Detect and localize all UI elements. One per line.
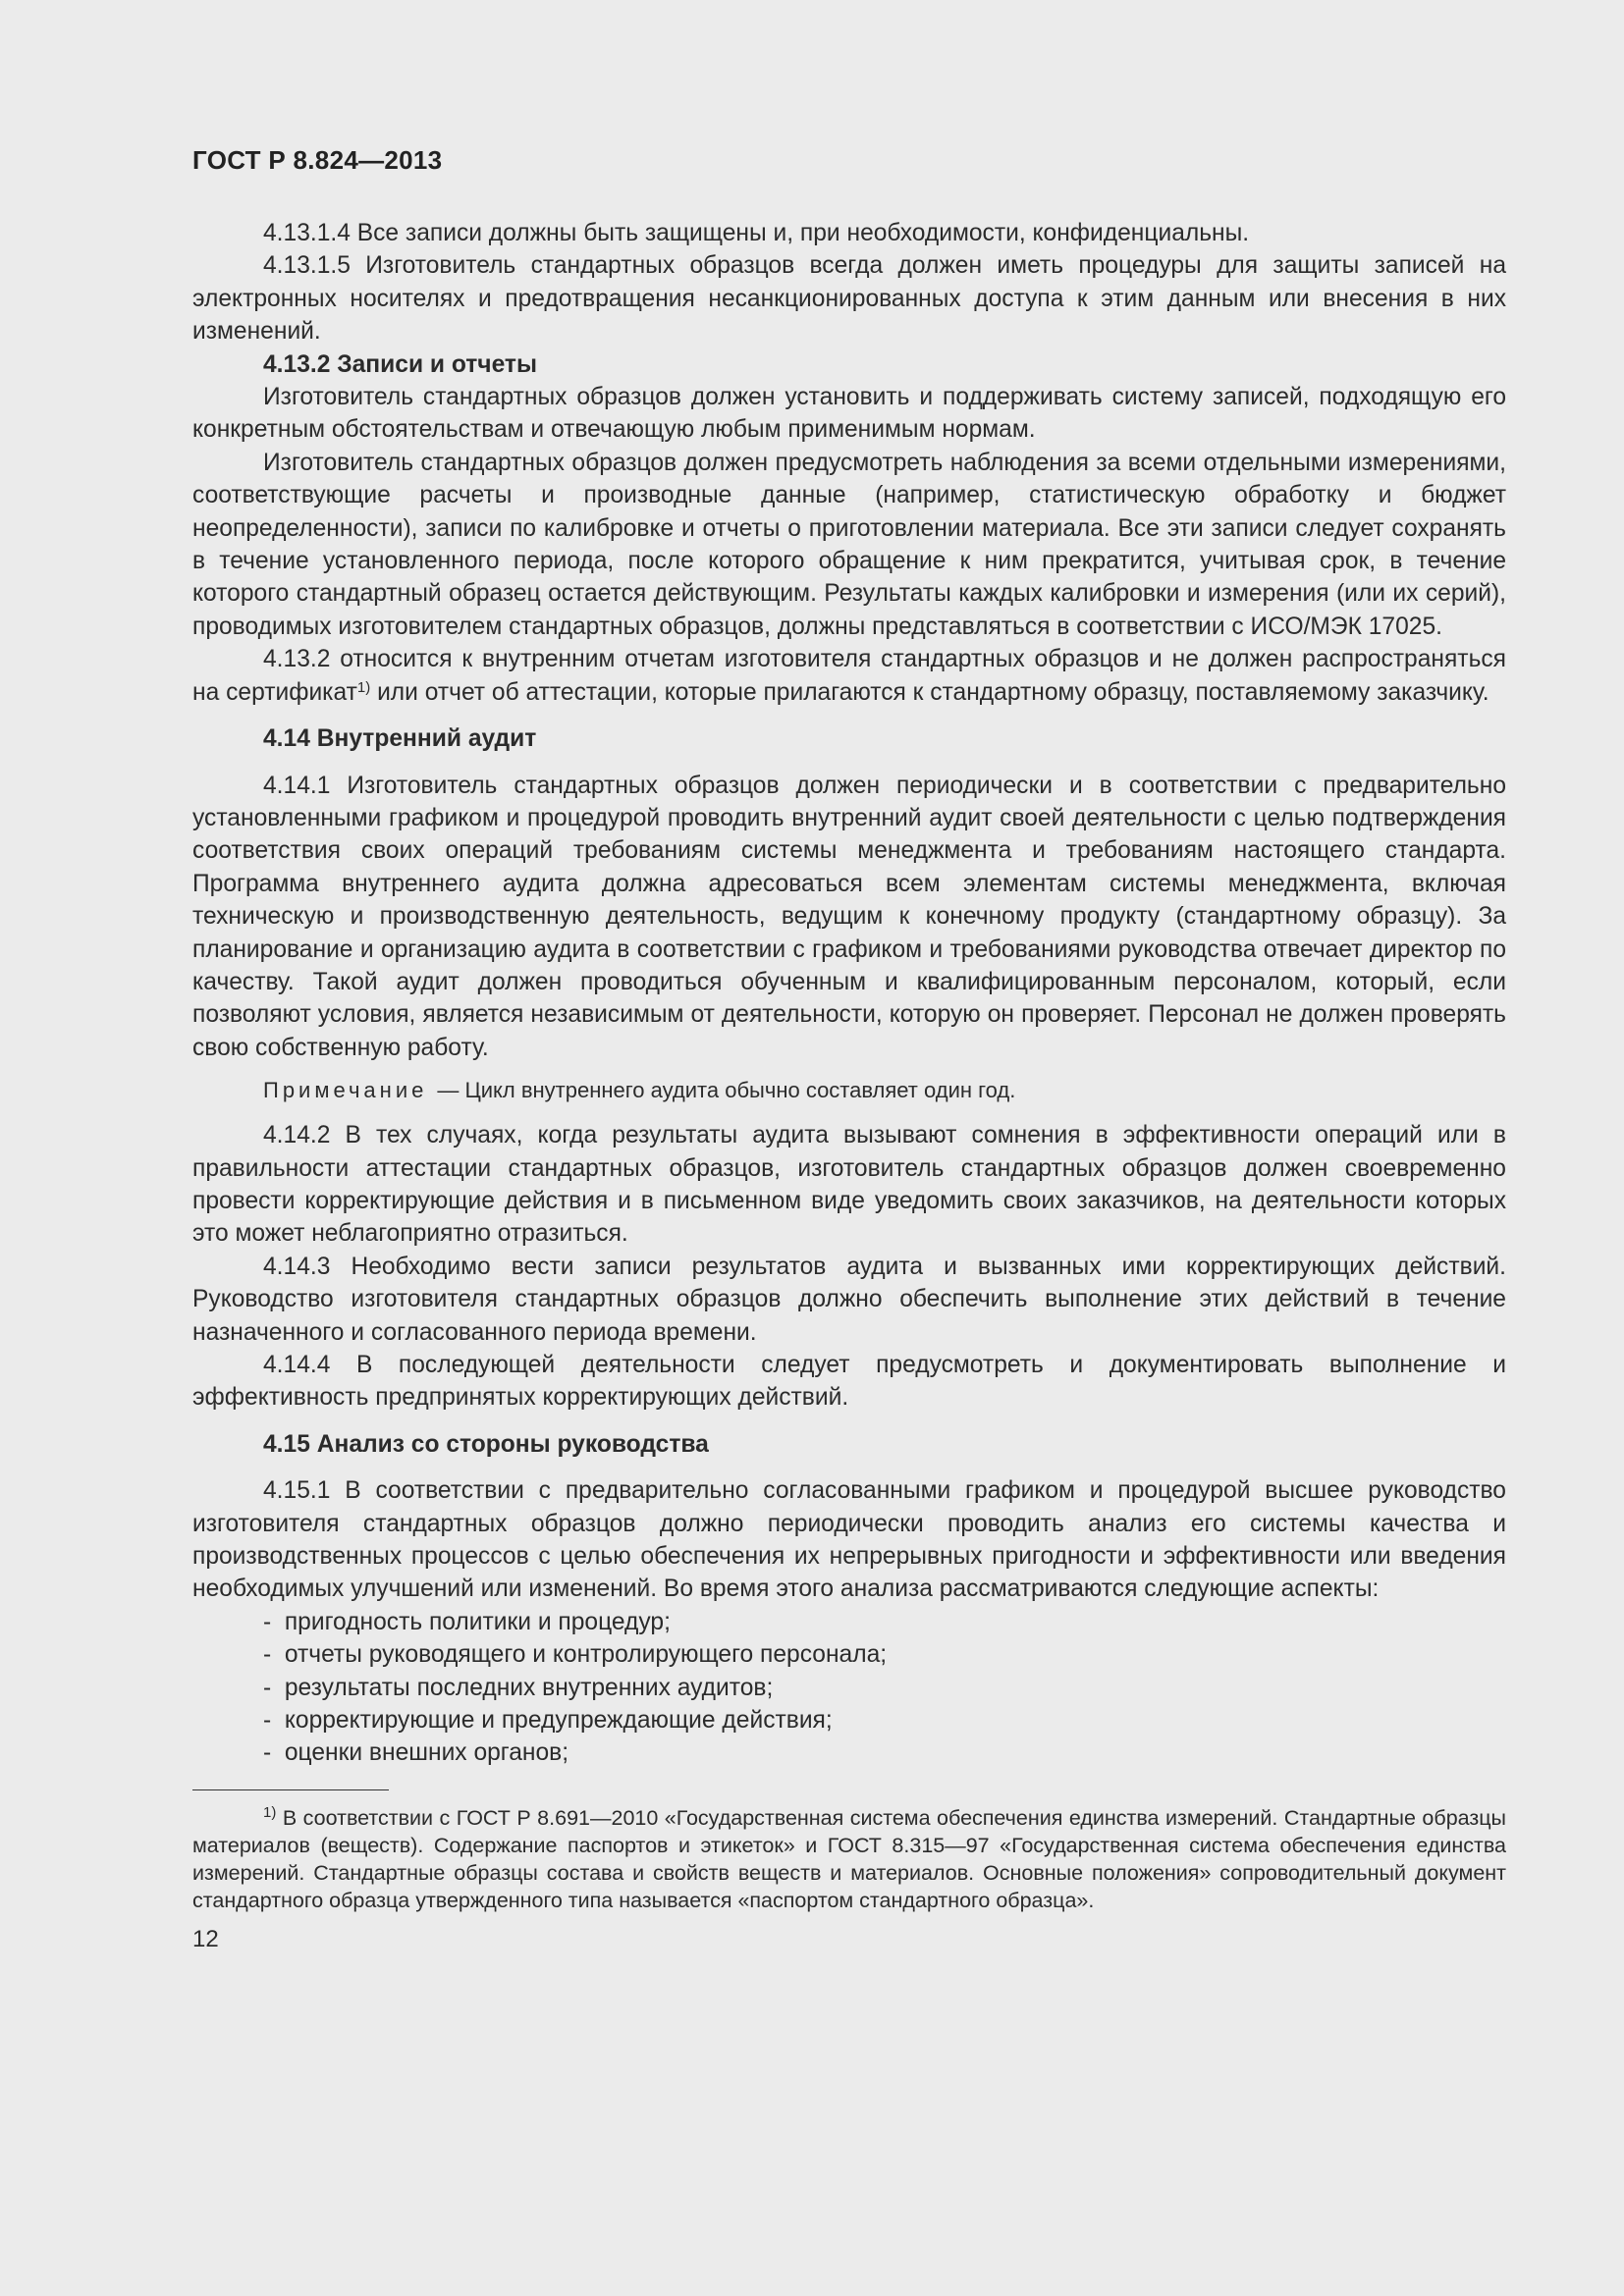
footnote-divider	[192, 1789, 389, 1790]
footnote-marker: 1)	[263, 1803, 277, 1821]
paragraph-records-observations: Изготовитель стандартных образцов должен предусмотреть наблюдения за всеми отдельными измерениями, соответствующие расчеты и производные данные (например, статистическую обработку и бюджет неопределенности), записи по калибровке и отчеты о приготовлении материала. Все эти записи следует сохранять в течение установленного периода, после которого обращение к ним прекратится, учитывая срок, в течение которого стандартный образец остается действующим. Результаты каждых калибровки и измерения (или их серий), проводимых изготовителем стандартных образцов, должны представляться в соответствии с ИСО/МЭК 17025.	[192, 449, 1506, 640]
clause-4-14-2: 4.14.2 В тех случаях, когда результаты аудита вызывают сомнения в эффективности операций или в правильности аттестации стандартных образцов, изготовитель стандартных образцов должен своевременно провести корректирующие действия и в письменном виде уведомить своих заказчиков, на деятельности которых это может неблагоприятно отразиться.	[192, 1122, 1506, 1248]
internal-reports-text-b: или отчет об аттестации, которые прилагаются к стандартному образцу, поставляемому заказчику.	[370, 678, 1489, 706]
internal-reports-text-a: 4.13.2 относится к внутренним отчетам изготовителя стандартных образцов и не должен распространяться на сертификат	[192, 646, 1506, 706]
document-header: ГОСТ Р 8.824—2013	[192, 145, 443, 175]
clause-4-13-1-5: 4.13.1.5 Изготовитель стандартных образцов всегда должен иметь процедуры для защиты записей на электронных носителях и предотвращения несанкционированных доступа к этим данным или внесения в них изменений.	[192, 252, 1506, 346]
list-item: - корректирующие и предупреждающие действия;	[263, 1704, 1506, 1736]
heading-4-13-2: 4.13.2 Записи и отчеты	[263, 350, 537, 378]
list-item: - оценки внешних органов;	[263, 1736, 1506, 1769]
note-label: Примечание	[263, 1078, 428, 1103]
paragraph-internal-reports	[192, 643, 1506, 709]
list-item: - отчеты руководящего и контролирующего персонала;	[263, 1638, 1506, 1671]
note	[192, 1076, 1506, 1105]
heading-4-14: 4.14 Внутренний аудит	[263, 725, 537, 753]
aspects-list	[192, 1606, 1506, 1770]
footnote-ref[interactable]: 1)	[356, 678, 371, 696]
document-page	[192, 145, 1506, 1953]
list-item: - пригодность политики и процедур;	[263, 1606, 1506, 1638]
page-number: 12	[192, 1925, 219, 1952]
clause-4-14-4: 4.14.4 В последующей деятельности следует предусмотреть и документировать выполнение и эффективность предпринятых корректирующих действий.	[192, 1352, 1506, 1412]
footnote	[192, 1804, 1506, 1914]
heading-4-15: 4.15 Анализ со стороны руководства	[263, 1430, 709, 1458]
clause-4-13-1-4: 4.13.1.4 Все записи должны быть защищены и, при необходимости, конфиденциальны.	[263, 220, 1250, 246]
footnote-text: В соответствии с ГОСТ Р 8.691—2010 «Государственная система обеспечения единства измерений. Стандартные образцы материалов (веществ). Содержание паспортов и этикеток» и ГОСТ 8.315—97 «Государственная система обеспечения единства измерений. Стандартные образцы состава и свойств веществ и материалов. Основные положения» сопроводительный документ стандартного образца утвержденного типа называется «паспортом стандартного образца».	[192, 1805, 1506, 1912]
list-item: - результаты последних внутренних аудитов;	[263, 1672, 1506, 1704]
paragraph-records-system: Изготовитель стандартных образцов должен установить и поддерживать систему записей, подходящую его конкретным обстоятельствам и отвечающую любым применимым нормам.	[192, 384, 1506, 444]
clause-4-14-1: 4.14.1 Изготовитель стандартных образцов должен периодически и в соответствии с предварительно установленными графиком и процедурой проводить внутренний аудит своей деятельности с целью подтверждения соответствия своих операций требованиям системы менеджмента и требованиям настоящего стандарта. Программа внутреннего аудита должна адресоваться всем элементам системы менеджмента, включая техническую и производственную деятельность, ведущим к конечному продукту (стандартному образцу). За планирование и организацию аудита в соответствии с графиком и требованиями руководства отвечает директор по качеству. Такой аудит должен проводиться обученным и квалифицированным персоналом, который, если позволяют условия, является независимым от деятельности, которую он проверяет. Персонал не должен проверять свою собственную работу.	[192, 772, 1506, 1061]
note-text: — Цикл внутреннего аудита обычно составляет один год.	[437, 1078, 1016, 1103]
clause-4-15-1: 4.15.1 В соответствии с предварительно согласованными графиком и процедурой высшее руководство изготовителя стандартных образцов должно периодически проводить анализ его системы качества и производственных процессов с целью обеспечения их непрерывных пригодности и эффективности или введения необходимых улучшений или изменений. Во время этого анализа рассматриваются следующие аспекты:	[192, 1477, 1506, 1603]
clause-4-14-3: 4.14.3 Необходимо вести записи результатов аудита и вызванных ими корректирующих действий. Руководство изготовителя стандартных образцов должно обеспечить выполнение этих действий в течение назначенного и согласованного периода времени.	[192, 1253, 1506, 1346]
